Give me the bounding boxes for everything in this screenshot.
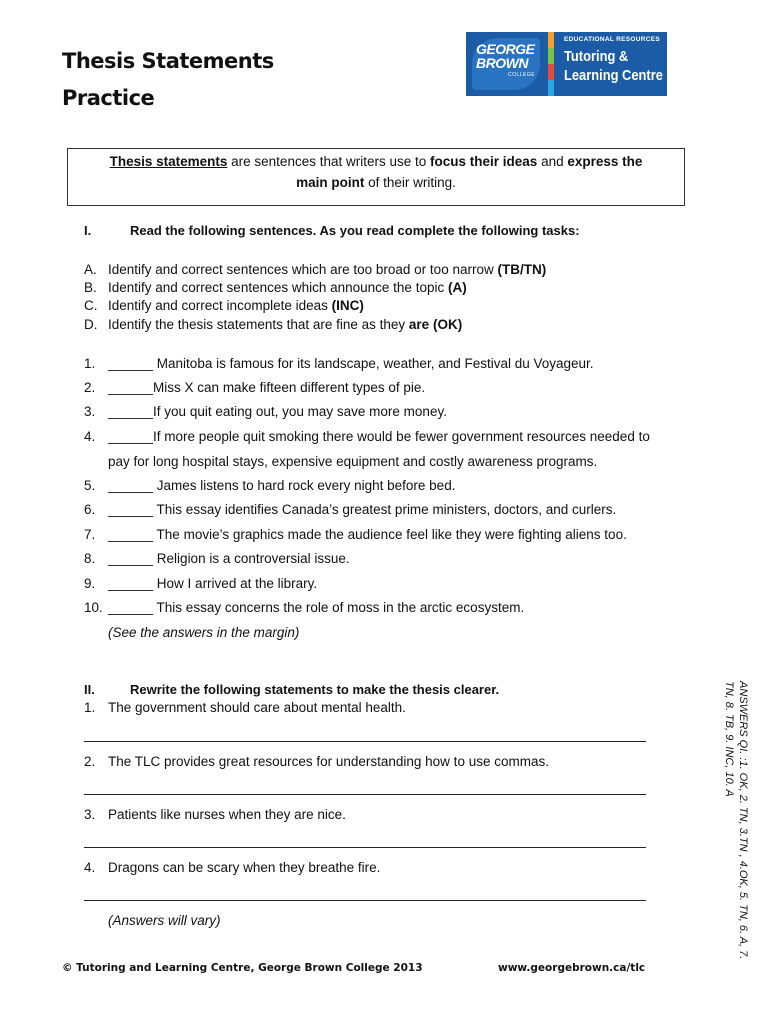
task-item: Identify and correct sentences which are too broad or too narrow (TB/TN) (108, 262, 547, 277)
sentence-item: ______ The movie’s graphics made the audience feel like they were fighting aliens too. (108, 527, 627, 542)
logo-strip-orange (548, 32, 554, 48)
item-number: 3. (84, 807, 96, 822)
item-number: 1. (84, 356, 96, 371)
logo-strip-green (548, 48, 554, 64)
statement-item: The TLC provides great resources for understanding how to use commas. (108, 754, 549, 769)
answer-line[interactable] (84, 794, 646, 795)
logo-learning-centre: Learning Centre (564, 67, 663, 84)
margin-answers-line2: TN, 8. TB, 9. INC, 10. A (723, 681, 735, 797)
definition-term: Thesis statements (109, 154, 228, 169)
sentence-item-continued: pay for long hospital stays, expensive equipment and costly awareness programs. (108, 454, 598, 469)
logo-george: GEORGE (476, 41, 535, 57)
section2-heading: Rewrite the following statements to make the thesis clearer. (130, 682, 500, 697)
definition-box (67, 148, 685, 206)
task-item: Identify and correct incomplete ideas (INC) (108, 298, 364, 313)
answers-note: (See the answers in the margin) (108, 625, 300, 640)
section1-numeral: I. (84, 223, 92, 238)
statement-item: Dragons can be scary when they breathe fire. (108, 860, 381, 875)
sentence-item: ______ How I arrived at the library. (108, 576, 318, 591)
definition-text-2: and (537, 154, 568, 169)
item-number: 2. (84, 754, 96, 769)
logo-brown: BROWN (476, 55, 528, 71)
sentence-item: ______ Manitoba is famous for its landscape, weather, and Festival du Voyageur. (108, 356, 594, 371)
section1-heading: Read the following sentences. As you read complete the following tasks: (130, 223, 580, 238)
sentence-item: ______If more people quit smoking there would be fewer government resources needed to (108, 429, 650, 444)
definition-text-3: of their writing. (364, 175, 456, 190)
page-title: Thesis Statements (62, 49, 274, 73)
task-letter: B. (84, 280, 97, 295)
answer-line[interactable] (84, 741, 646, 742)
logo-strip-blue (548, 80, 554, 96)
task-letter: D. (84, 317, 98, 332)
footer-copyright: © Tutoring and Learning Centre, George Brown College 2013 (62, 962, 423, 974)
item-number: 7. (84, 527, 96, 542)
task-letter: A. (84, 262, 97, 277)
item-number: 5. (84, 478, 96, 493)
statement-item: Patients like nurses when they are nice. (108, 807, 346, 822)
sentence-item: ______ This essay identifies Canada’s greatest prime ministers, doctors, and curlers. (108, 502, 617, 517)
item-number: 2. (84, 380, 96, 395)
sentence-item: ______ Religion is a controversial issue. (108, 551, 350, 566)
sentence-item: ______If you quit eating out, you may save more money. (108, 404, 447, 419)
item-number: 4. (84, 429, 96, 444)
sentence-item: ______ This essay concerns the role of moss in the arctic ecosystem. (108, 600, 525, 615)
item-number: 3. (84, 404, 96, 419)
task-item: Identify the thesis statements that are fine as they are (OK) (108, 317, 463, 332)
footer-url[interactable]: www.georgebrown.ca/tlc (498, 962, 646, 974)
item-number: 8. (84, 551, 96, 566)
statement-item: The government should care about mental health. (108, 700, 406, 715)
answers-vary-note: (Answers will vary) (108, 913, 221, 928)
definition-bold-3: main point (296, 175, 365, 190)
task-item: Identify and correct sentences which announce the topic (A) (108, 280, 467, 295)
answer-line[interactable] (84, 847, 646, 848)
item-number: 6. (84, 502, 96, 517)
definition-text-1: are sentences that writers use to (227, 154, 431, 169)
definition-bold-1: focus their ideas (430, 154, 538, 169)
page-subtitle: Practice (62, 86, 155, 110)
definition-bold-2: express the (567, 154, 643, 169)
item-number: 9. (84, 576, 96, 591)
item-number: 4. (84, 860, 96, 875)
logo-educational-resources: EDUCATIONAL RESOURCES (564, 36, 660, 43)
george-brown-logo (466, 32, 667, 96)
logo-tutoring: Tutoring & (564, 48, 629, 65)
margin-answers (716, 681, 750, 971)
section2-numeral: II. (84, 682, 95, 697)
item-number: 10. (84, 600, 103, 615)
answer-line[interactable] (84, 900, 646, 901)
logo-college: COLLEGE (508, 72, 536, 78)
sentence-item: ______ James listens to hard rock every night before bed. (108, 478, 456, 493)
item-number: 1. (84, 700, 96, 715)
sentence-item: ______Miss X can make fifteen different types of pie. (108, 380, 426, 395)
task-letter: C. (84, 298, 98, 313)
margin-answers-line1: ANSWERS QI. :1. OK, 2. TN, 3.TN , 4.OK, 5. TN, 6. A, 7. (737, 681, 749, 960)
logo-strip-red (548, 64, 554, 80)
